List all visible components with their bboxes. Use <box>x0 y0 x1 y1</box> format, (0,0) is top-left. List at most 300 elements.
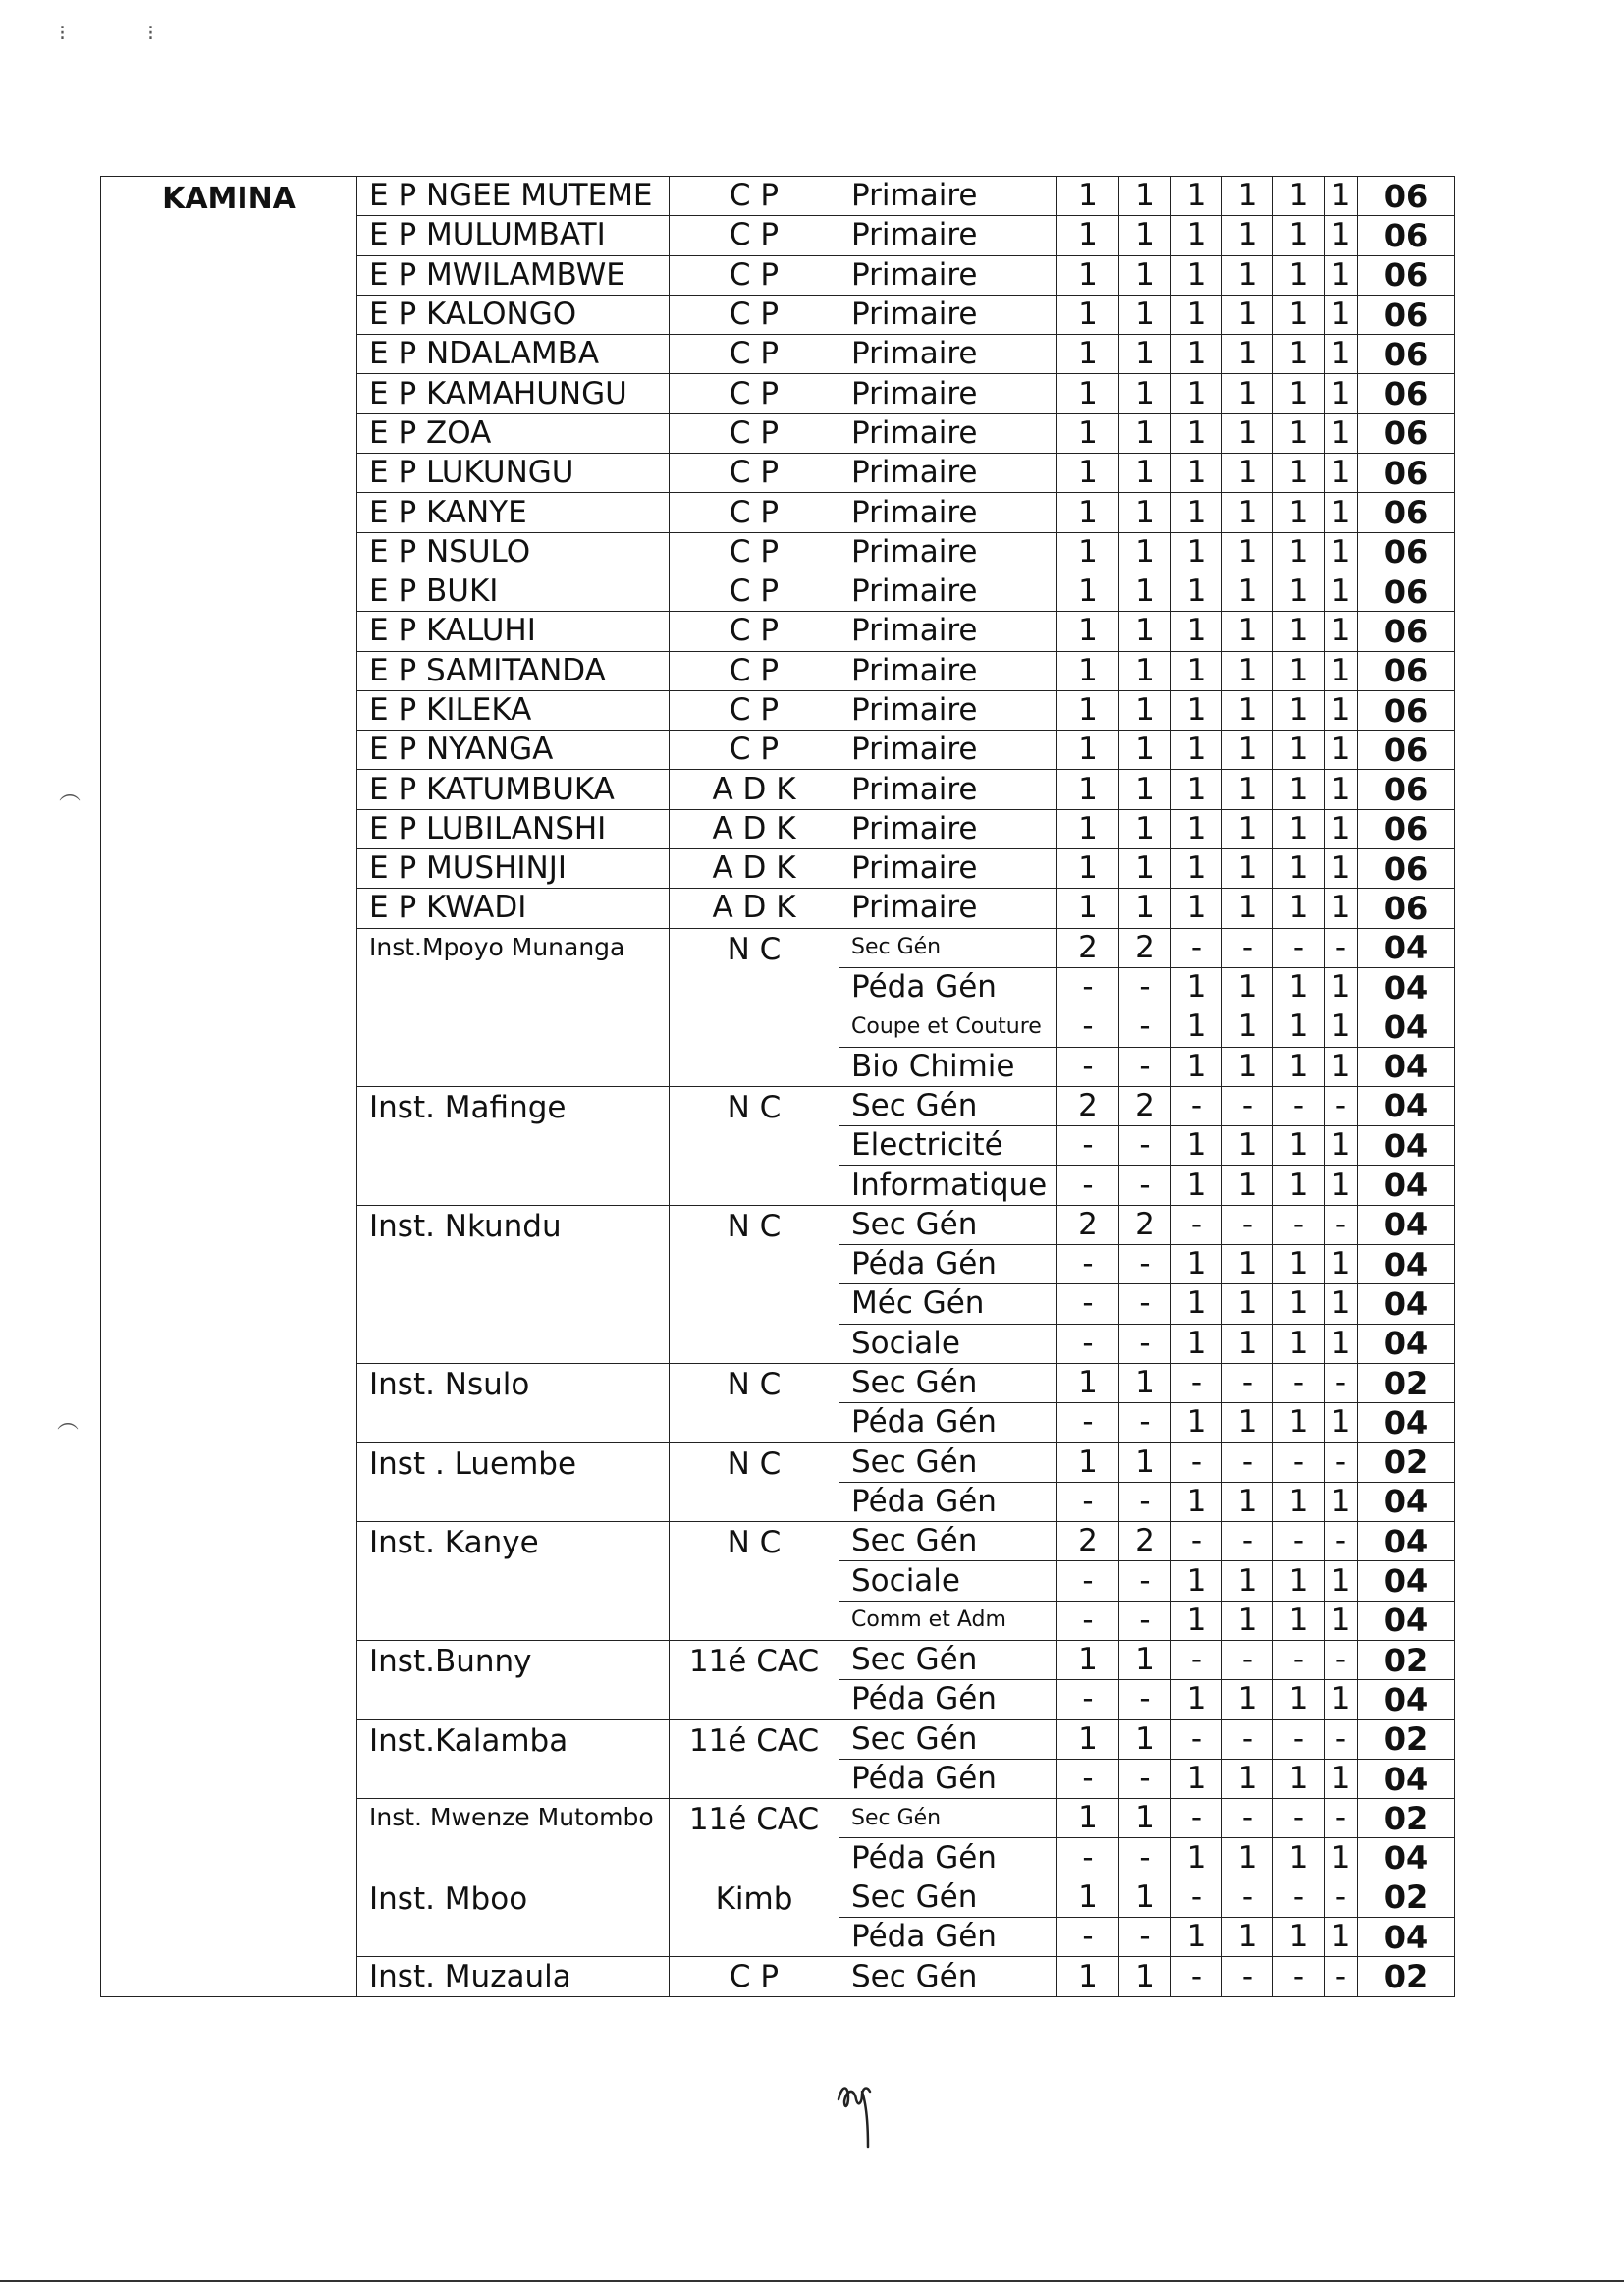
count-cell: 1 <box>1273 454 1325 493</box>
count-cell: - <box>1222 1640 1273 1679</box>
count-cell: - <box>1057 1007 1119 1047</box>
margin-mark-left-1: ︵ <box>59 781 81 805</box>
count-cell: 1 <box>1057 1442 1119 1482</box>
count-cell: 1 <box>1273 1245 1325 1284</box>
count-cell: 1 <box>1222 493 1273 532</box>
count-cell: 1 <box>1119 889 1171 928</box>
regime-cell: C P <box>670 1957 839 1996</box>
total-cell: 04 <box>1358 1166 1455 1205</box>
total-cell: 06 <box>1358 770 1455 809</box>
school-name: E P NGEE MUTEME <box>357 177 670 216</box>
regime-cell: C P <box>670 493 839 532</box>
count-cell: 1 <box>1325 374 1358 413</box>
count-cell: 1 <box>1325 1245 1358 1284</box>
count-cell: 1 <box>1119 216 1171 255</box>
count-cell: 2 <box>1057 1522 1119 1561</box>
count-cell: 2 <box>1119 1086 1171 1125</box>
count-cell: 1 <box>1325 335 1358 374</box>
count-cell: - <box>1273 1205 1325 1244</box>
count-cell: - <box>1171 928 1222 967</box>
total-cell: 06 <box>1358 572 1455 611</box>
total-cell: 04 <box>1358 1601 1455 1640</box>
total-cell: 04 <box>1358 1245 1455 1284</box>
count-cell: 1 <box>1325 1403 1358 1442</box>
total-cell: 06 <box>1358 454 1455 493</box>
count-cell: - <box>1222 1086 1273 1125</box>
count-cell: 2 <box>1057 1205 1119 1244</box>
count-cell: 1 <box>1057 454 1119 493</box>
count-cell: 1 <box>1273 335 1325 374</box>
count-cell: - <box>1119 1166 1171 1205</box>
count-cell: - <box>1222 1205 1273 1244</box>
total-cell: 06 <box>1358 889 1455 928</box>
count-cell: 1 <box>1325 1482 1358 1521</box>
count-cell: 1 <box>1057 731 1119 770</box>
count-cell: 1 <box>1119 1363 1171 1402</box>
count-cell: 1 <box>1325 612 1358 651</box>
count-cell: 1 <box>1325 413 1358 453</box>
count-cell: - <box>1119 1759 1171 1798</box>
school-name: E P KALONGO <box>357 295 670 334</box>
total-cell: 06 <box>1358 335 1455 374</box>
total-cell: 04 <box>1358 1680 1455 1719</box>
count-cell: - <box>1273 1878 1325 1917</box>
count-cell: - <box>1057 1759 1119 1798</box>
count-cell: 1 <box>1273 255 1325 295</box>
count-cell: 1 <box>1273 809 1325 848</box>
total-cell: 06 <box>1358 849 1455 889</box>
total-cell: 06 <box>1358 413 1455 453</box>
count-cell: 1 <box>1325 493 1358 532</box>
total-cell: 04 <box>1358 1205 1455 1244</box>
count-cell: 1 <box>1057 889 1119 928</box>
total-cell: 04 <box>1358 1284 1455 1324</box>
scan-mark-top-left: ⁝ <box>59 22 66 46</box>
regime-cell: C P <box>670 255 839 295</box>
section-cell: Sociale <box>839 1324 1057 1363</box>
count-cell: 1 <box>1119 493 1171 532</box>
count-cell: - <box>1057 1166 1119 1205</box>
count-cell: - <box>1171 1363 1222 1402</box>
count-cell: 1 <box>1057 1957 1119 1996</box>
count-cell: 1 <box>1325 967 1358 1007</box>
total-cell: 04 <box>1358 1126 1455 1166</box>
allocation-table <box>100 176 1455 1997</box>
count-cell: 1 <box>1057 1719 1119 1759</box>
count-cell: - <box>1325 1878 1358 1917</box>
count-cell: 1 <box>1171 1759 1222 1798</box>
total-cell: 02 <box>1358 1719 1455 1759</box>
count-cell: - <box>1119 967 1171 1007</box>
count-cell: 1 <box>1119 1957 1171 1996</box>
section-cell: Informatique <box>839 1166 1057 1205</box>
count-cell: 1 <box>1171 572 1222 611</box>
margin-mark-left-2: ︵ <box>57 1409 80 1434</box>
school-name: E P MWILAMBWE <box>357 255 670 295</box>
count-cell: - <box>1057 1324 1119 1363</box>
count-cell: 1 <box>1171 770 1222 809</box>
count-cell: - <box>1325 1640 1358 1679</box>
count-cell: 1 <box>1171 651 1222 690</box>
section-cell: Primaire <box>839 532 1057 572</box>
school-name: E P NSULO <box>357 532 670 572</box>
count-cell: - <box>1119 1007 1171 1047</box>
section-cell: Sec Gén <box>839 928 1057 967</box>
count-cell: - <box>1119 1601 1171 1640</box>
regime-cell: C P <box>670 335 839 374</box>
count-cell: 1 <box>1119 413 1171 453</box>
count-cell: 1 <box>1171 1918 1222 1957</box>
count-cell: - <box>1325 1205 1358 1244</box>
section-cell: Péda Gén <box>839 1403 1057 1442</box>
regime-cell: A D K <box>670 889 839 928</box>
count-cell: 1 <box>1222 967 1273 1007</box>
count-cell: - <box>1057 1601 1119 1640</box>
count-cell: 1 <box>1222 413 1273 453</box>
total-cell: 04 <box>1358 967 1455 1007</box>
school-name: E P NDALAMBA <box>357 335 670 374</box>
section-cell: Primaire <box>839 731 1057 770</box>
total-cell: 02 <box>1358 1799 1455 1838</box>
section-cell: Electricité <box>839 1126 1057 1166</box>
regime-cell: A D K <box>670 849 839 889</box>
section-cell: Sec Gén <box>839 1799 1057 1838</box>
count-cell: 1 <box>1325 809 1358 848</box>
count-cell: - <box>1325 928 1358 967</box>
count-cell: 1 <box>1119 177 1171 216</box>
count-cell: 1 <box>1273 1007 1325 1047</box>
regime-cell: A D K <box>670 809 839 848</box>
section-cell: Sec Gén <box>839 1086 1057 1125</box>
count-cell: 1 <box>1273 1482 1325 1521</box>
count-cell: - <box>1273 1799 1325 1838</box>
count-cell: - <box>1119 1403 1171 1442</box>
count-cell: - <box>1057 1245 1119 1284</box>
section-cell: Primaire <box>839 889 1057 928</box>
count-cell: 1 <box>1222 1284 1273 1324</box>
count-cell: - <box>1119 1245 1171 1284</box>
count-cell: 1 <box>1119 1442 1171 1482</box>
scan-mark-top: ⁝ <box>147 22 154 46</box>
regime-cell: C P <box>670 690 839 730</box>
count-cell: 1 <box>1171 1601 1222 1640</box>
count-cell: 1 <box>1171 1561 1222 1601</box>
section-cell: Primaire <box>839 454 1057 493</box>
count-cell: 1 <box>1222 1047 1273 1086</box>
count-cell: - <box>1171 1799 1222 1838</box>
total-cell: 06 <box>1358 731 1455 770</box>
count-cell: 1 <box>1222 1918 1273 1957</box>
count-cell: 1 <box>1222 1324 1273 1363</box>
count-cell: 1 <box>1057 532 1119 572</box>
total-cell: 04 <box>1358 1838 1455 1878</box>
count-cell: - <box>1119 1918 1171 1957</box>
count-cell: 1 <box>1273 1166 1325 1205</box>
school-name: E P ZOA <box>357 413 670 453</box>
count-cell: - <box>1222 1957 1273 1996</box>
count-cell: 1 <box>1273 967 1325 1007</box>
school-name: E P SAMITANDA <box>357 651 670 690</box>
count-cell: 1 <box>1119 335 1171 374</box>
count-cell: 1 <box>1171 889 1222 928</box>
count-cell: - <box>1171 1086 1222 1125</box>
count-cell: 1 <box>1273 295 1325 334</box>
count-cell: 1 <box>1273 731 1325 770</box>
count-cell: 1 <box>1119 612 1171 651</box>
total-cell: 06 <box>1358 216 1455 255</box>
count-cell: 1 <box>1057 612 1119 651</box>
count-cell: 1 <box>1119 849 1171 889</box>
section-cell: Primaire <box>839 493 1057 532</box>
count-cell: 1 <box>1325 1759 1358 1798</box>
count-cell: - <box>1325 1799 1358 1838</box>
count-cell: 1 <box>1171 809 1222 848</box>
total-cell: 02 <box>1358 1957 1455 1996</box>
count-cell: - <box>1171 1957 1222 1996</box>
count-cell: - <box>1171 1442 1222 1482</box>
count-cell: 2 <box>1119 1205 1171 1244</box>
count-cell: 1 <box>1057 216 1119 255</box>
section-cell: Primaire <box>839 177 1057 216</box>
count-cell: 1 <box>1273 1561 1325 1601</box>
count-cell: 1 <box>1171 255 1222 295</box>
total-cell: 02 <box>1358 1640 1455 1679</box>
section-cell: Primaire <box>839 690 1057 730</box>
count-cell: 1 <box>1222 849 1273 889</box>
count-cell: 1 <box>1222 690 1273 730</box>
count-cell: - <box>1171 1878 1222 1917</box>
count-cell: 1 <box>1273 1838 1325 1878</box>
regime-cell: N C <box>670 1205 839 1363</box>
count-cell: 1 <box>1057 809 1119 848</box>
section-cell: Primaire <box>839 295 1057 334</box>
count-cell: 1 <box>1273 889 1325 928</box>
count-cell: 1 <box>1171 1324 1222 1363</box>
count-cell: - <box>1119 1324 1171 1363</box>
count-cell: 2 <box>1057 1086 1119 1125</box>
count-cell: 1 <box>1171 177 1222 216</box>
count-cell: 1 <box>1325 690 1358 730</box>
count-cell: 1 <box>1325 216 1358 255</box>
count-cell: 1 <box>1325 1284 1358 1324</box>
total-cell: 06 <box>1358 177 1455 216</box>
count-cell: 1 <box>1057 690 1119 730</box>
regime-cell: C P <box>670 532 839 572</box>
count-cell: 1 <box>1119 651 1171 690</box>
section-cell: Primaire <box>839 335 1057 374</box>
count-cell: 1 <box>1222 216 1273 255</box>
total-cell: 04 <box>1358 928 1455 967</box>
regime-cell: 11é CAC <box>670 1799 839 1878</box>
count-cell: 1 <box>1222 1838 1273 1878</box>
count-cell: 1 <box>1119 809 1171 848</box>
count-cell: - <box>1273 1522 1325 1561</box>
count-cell: 1 <box>1171 612 1222 651</box>
count-cell: 1 <box>1325 177 1358 216</box>
section-cell: Péda Gén <box>839 1759 1057 1798</box>
count-cell: - <box>1325 1363 1358 1402</box>
table-row <box>101 177 1455 216</box>
regime-cell: 11é CAC <box>670 1640 839 1719</box>
section-cell: Sec Gén <box>839 1719 1057 1759</box>
section-cell: Coupe et Couture <box>839 1007 1057 1047</box>
count-cell: 1 <box>1057 849 1119 889</box>
count-cell: 1 <box>1057 651 1119 690</box>
page-bottom-rule <box>0 2280 1624 2282</box>
total-cell: 04 <box>1358 1522 1455 1561</box>
count-cell: - <box>1325 1442 1358 1482</box>
count-cell: 1 <box>1273 1284 1325 1324</box>
count-cell: 2 <box>1119 928 1171 967</box>
count-cell: 1 <box>1325 1047 1358 1086</box>
count-cell: - <box>1119 1047 1171 1086</box>
count-cell: 1 <box>1273 1403 1325 1442</box>
school-name: Inst. Nsulo <box>357 1363 670 1442</box>
count-cell: 1 <box>1057 413 1119 453</box>
count-cell: 1 <box>1222 255 1273 295</box>
count-cell: 1 <box>1273 413 1325 453</box>
count-cell: 1 <box>1171 690 1222 730</box>
regime-cell: N C <box>670 1442 839 1522</box>
count-cell: 1 <box>1273 1759 1325 1798</box>
count-cell: 1 <box>1222 1482 1273 1521</box>
regime-cell: C P <box>670 295 839 334</box>
school-name: E P MUSHINJI <box>357 849 670 889</box>
count-cell: 1 <box>1222 177 1273 216</box>
section-cell: Sec Gén <box>839 1878 1057 1917</box>
total-cell: 06 <box>1358 255 1455 295</box>
count-cell: 1 <box>1057 1363 1119 1402</box>
school-name: E P BUKI <box>357 572 670 611</box>
count-cell: - <box>1273 928 1325 967</box>
count-cell: 1 <box>1222 1403 1273 1442</box>
total-cell: 04 <box>1358 1561 1455 1601</box>
count-cell: - <box>1119 1680 1171 1719</box>
count-cell: 1 <box>1325 532 1358 572</box>
count-cell: 1 <box>1222 1561 1273 1601</box>
count-cell: 1 <box>1171 1680 1222 1719</box>
count-cell: 1 <box>1119 770 1171 809</box>
school-name: Inst. Mboo <box>357 1878 670 1957</box>
count-cell: 1 <box>1222 1166 1273 1205</box>
section-cell: Primaire <box>839 374 1057 413</box>
count-cell: - <box>1171 1522 1222 1561</box>
count-cell: 1 <box>1171 454 1222 493</box>
section-cell: Primaire <box>839 612 1057 651</box>
total-cell: 04 <box>1358 1086 1455 1125</box>
count-cell: 2 <box>1119 1522 1171 1561</box>
count-cell: 1 <box>1057 572 1119 611</box>
count-cell: - <box>1325 1086 1358 1125</box>
count-cell: - <box>1222 1522 1273 1561</box>
count-cell: - <box>1057 1047 1119 1086</box>
count-cell: 1 <box>1273 651 1325 690</box>
count-cell: 1 <box>1119 532 1171 572</box>
count-cell: 1 <box>1171 1284 1222 1324</box>
count-cell: - <box>1222 1363 1273 1402</box>
count-cell: - <box>1057 1482 1119 1521</box>
regime-cell: C P <box>670 413 839 453</box>
count-cell: - <box>1119 1482 1171 1521</box>
total-cell: 04 <box>1358 1482 1455 1521</box>
section-cell: Primaire <box>839 849 1057 889</box>
total-cell: 04 <box>1358 1403 1455 1442</box>
count-cell: 1 <box>1171 731 1222 770</box>
section-cell: Péda Gén <box>839 967 1057 1007</box>
regime-cell: N C <box>670 1086 839 1205</box>
count-cell: - <box>1057 1284 1119 1324</box>
school-name: Inst. Muzaula <box>357 1957 670 1996</box>
count-cell: 1 <box>1171 1166 1222 1205</box>
count-cell: - <box>1222 1799 1273 1838</box>
count-cell: 1 <box>1057 1640 1119 1679</box>
count-cell: - <box>1119 1561 1171 1601</box>
total-cell: 04 <box>1358 1918 1455 1957</box>
count-cell: 1 <box>1273 493 1325 532</box>
count-cell: 1 <box>1222 651 1273 690</box>
school-name: E P LUKUNGU <box>357 454 670 493</box>
count-cell: 1 <box>1325 255 1358 295</box>
count-cell: - <box>1273 1957 1325 1996</box>
count-cell: 1 <box>1057 177 1119 216</box>
count-cell: 1 <box>1057 770 1119 809</box>
count-cell: 1 <box>1325 454 1358 493</box>
total-cell: 06 <box>1358 612 1455 651</box>
total-cell: 06 <box>1358 374 1455 413</box>
count-cell: - <box>1325 1719 1358 1759</box>
count-cell: 1 <box>1171 216 1222 255</box>
count-cell: - <box>1222 1719 1273 1759</box>
section-cell: Comm et Adm <box>839 1601 1057 1640</box>
count-cell: 1 <box>1325 1680 1358 1719</box>
school-name: Inst.Mpoyo Munanga <box>357 928 670 1086</box>
section-cell: Péda Gén <box>839 1482 1057 1521</box>
count-cell: 1 <box>1273 690 1325 730</box>
count-cell: 1 <box>1325 1838 1358 1878</box>
count-cell: 1 <box>1273 1126 1325 1166</box>
count-cell: 1 <box>1222 532 1273 572</box>
count-cell: 1 <box>1222 612 1273 651</box>
count-cell: 1 <box>1222 1680 1273 1719</box>
count-cell: - <box>1119 1284 1171 1324</box>
count-cell: 1 <box>1171 413 1222 453</box>
total-cell: 06 <box>1358 295 1455 334</box>
count-cell: 1 <box>1119 454 1171 493</box>
count-cell: 1 <box>1222 731 1273 770</box>
count-cell: 1 <box>1273 1601 1325 1640</box>
section-cell: Méc Gén <box>839 1284 1057 1324</box>
count-cell: 1 <box>1171 1126 1222 1166</box>
section-cell: Péda Gén <box>839 1680 1057 1719</box>
section-cell: Sec Gén <box>839 1442 1057 1482</box>
count-cell: 1 <box>1222 374 1273 413</box>
count-cell: 1 <box>1119 1799 1171 1838</box>
section-cell: Primaire <box>839 255 1057 295</box>
count-cell: 1 <box>1325 1918 1358 1957</box>
count-cell: 1 <box>1325 1601 1358 1640</box>
count-cell: - <box>1057 1918 1119 1957</box>
count-cell: 1 <box>1273 216 1325 255</box>
count-cell: - <box>1119 1838 1171 1878</box>
count-cell: 1 <box>1273 612 1325 651</box>
regime-cell: A D K <box>670 770 839 809</box>
count-cell: 1 <box>1273 1918 1325 1957</box>
count-cell: 1 <box>1119 374 1171 413</box>
count-cell: 1 <box>1171 1245 1222 1284</box>
count-cell: 1 <box>1222 335 1273 374</box>
school-name: E P NYANGA <box>357 731 670 770</box>
count-cell: 1 <box>1119 1640 1171 1679</box>
